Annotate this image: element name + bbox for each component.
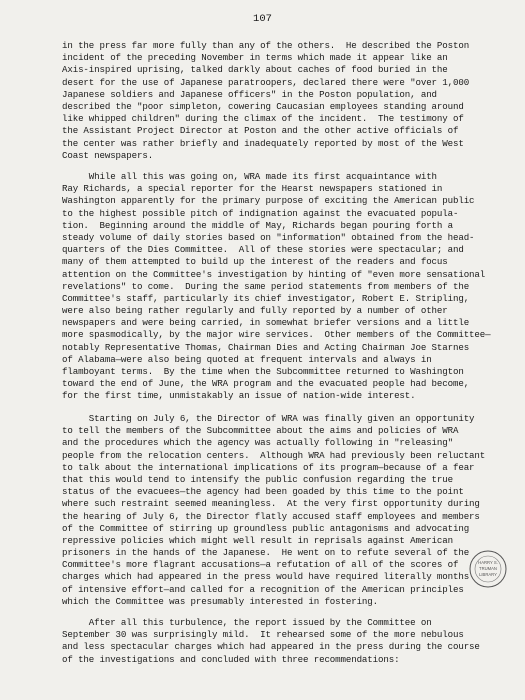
text-line: toward the end of June, the WRA program and the evacuated people had become, (62, 378, 470, 390)
text-line: Washington apparently for the primary purpose of exciting the American public (62, 195, 475, 207)
text-line: to the highest possible pitch of indignation against the evacuated popula- (62, 207, 459, 219)
text-line: Axis-inspired uprising, talked darkly about caches of food buried in the (62, 64, 448, 76)
text-line: Coast newspapers. (62, 149, 154, 161)
text-line: described the "poor simpleton, cowering Caucasian employees standing around (62, 100, 464, 112)
text-line: the Assistant Project Director at Poston and the other active officials of (62, 125, 459, 137)
text-line: to talk about the international implications of its program—because of a fear (62, 461, 475, 473)
text-line: that this would tend to intensify the public confusion regarding the true (62, 473, 453, 485)
text-line: of the investigations and concluded with three recommendations: (62, 653, 400, 665)
text-line: Ray Richards, a special reporter for the Hearst newspapers stationed in (62, 183, 443, 195)
text-line: notably Representative Thomas, Chairman Dies and Acting Chairman Joe Starnes (62, 341, 470, 353)
text-line: of Alabama—were also being quoted at frequent intervals and always in (62, 353, 432, 365)
text-line: Committee's staff, particularly its chief investigator, Robert E. Stripling, (62, 292, 470, 304)
text-line: After all this turbulence, the report issued by the Committee on (62, 617, 432, 628)
text-line: flamboyant terms. By the time when the Subcommittee returned to Washington (62, 366, 464, 377)
text-line: the hearing of July 6, the Director flatly accused staff employees and members (62, 510, 480, 522)
stamp-text: TRUMAN (479, 566, 497, 571)
text-line: newspapers and were being carried, in somewhat briefer versions and a little (62, 317, 470, 329)
text-line: the center was rather briefly and inadequately reported by most of the West (62, 137, 464, 149)
text-line: status of the evacuees—the agency had been goaded by this time to the point (62, 486, 464, 498)
text-line: tion. Beginning around the middle of May, Richards began pouring forth a (62, 219, 453, 231)
paragraph-1 (62, 40, 507, 162)
paragraph-3 (62, 413, 507, 608)
paragraph-2 (62, 171, 507, 403)
text-line: Committee's more flagrant accusations—a refutation of all of the scores of (62, 559, 459, 571)
page-number: 107 (253, 13, 272, 25)
text-line: in the press far more fully than any of the others. He described the Poston (62, 40, 470, 51)
library-stamp-seal (468, 549, 508, 589)
text-line: and the procedures which the agency was actually following in "releasing" (62, 437, 453, 449)
text-line: Japanese soldiers and Japanese officers" in the Poston population, and (62, 88, 437, 100)
text-line: and less spectacular charges which had appeared in the press during the course (62, 641, 480, 653)
text-line: quarters of the Dies Committee. All of these stories were spectacular; and (62, 244, 464, 256)
text-line: repressive policies which might well result in reprisals against American (62, 534, 453, 546)
text-line: While all this was going on, WRA made its first acquaintance with (62, 171, 437, 182)
text-line: attention on the Committee's investigation by hinting of "even more sensational (62, 268, 486, 280)
text-line: September 30 was surprisingly mild. It rehearsed some of the more nebulous (62, 629, 464, 641)
text-line: charges which had appeared in the press would have required literally months (62, 571, 470, 583)
text-line: more spasmodically, by the major wire services. Other members of the Committee— (62, 329, 491, 341)
stamp-text: HARRY S. (478, 560, 498, 565)
text-line: incident of the preceding November in terms which made it appear like an (62, 52, 448, 64)
stamp-text: LIBRARY (479, 572, 497, 577)
text-line: to tell the members of the Subcommittee about the aims and policies of WRA (62, 425, 459, 437)
text-line: people from the relocation centers. Although WRA had previously been reluctant (62, 449, 486, 461)
text-line: of the Committee of stirring up groundless public antagonisms and advocating (62, 522, 470, 534)
text-line: many of them attempted to build up the interest of the readers and focus (62, 256, 448, 268)
text-line: of intensive effort—and called for a recognition of the American principles (62, 583, 464, 595)
text-line: like whipped children" during the climax of the incident. The testimony of (62, 113, 464, 125)
paragraph-4 (62, 617, 507, 666)
text-line: where such restraint seemed meaningless. At the very first opportunity during (62, 498, 480, 510)
text-line: Starting on July 6, the Director of WRA was finally given an opportunity (62, 413, 475, 424)
text-line: revelations" to come. During the same period statements from members of the (62, 280, 470, 292)
text-line: which the Committee was presumably interested in fostering. (62, 595, 378, 607)
text-line: desert for the use of Japanese paratroopers, declared there were "over 1,000 (62, 76, 470, 88)
text-line: steady volume of daily stories based on "information" obtained from the head- (62, 231, 475, 243)
text-line: for the first time, unmistakably an issue of nation-wide interest. (62, 390, 416, 402)
text-line: prisoners in the hands of the Japanese. He went on to refute several of the (62, 547, 470, 559)
text-line: were also being rather regularly and fully reported by a number of other (62, 305, 448, 317)
